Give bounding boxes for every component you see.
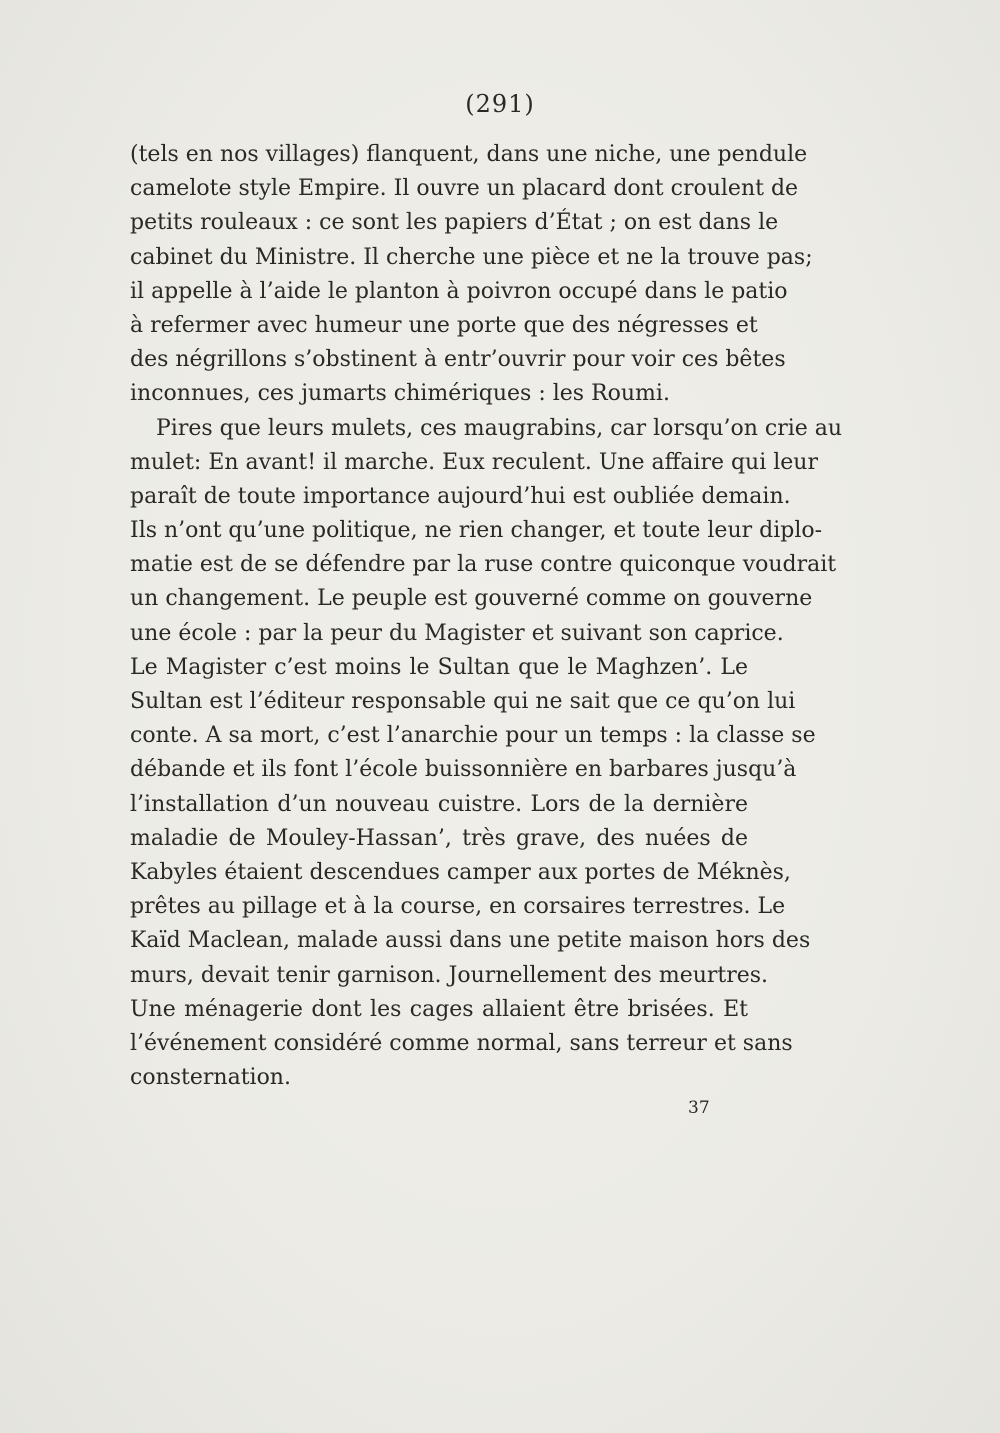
text-line: mulet: En avant! il marche. Eux reculent. Une affaire qui leur (130, 449, 818, 475)
text-line: Le Magister c’est moins le Sultan que le Maghzen’. Le (130, 654, 748, 680)
text-line: maladie de Mouley-Hassan’, très grave, des nuées de (130, 825, 748, 851)
text-line: murs, devait tenir garnison. Journellement des meurtres. (130, 962, 769, 988)
text-line: Ils n’ont qu’une politique, ne rien changer, et toute leur diplo- (130, 518, 823, 544)
text-line: Kabyles étaient descendues camper aux portes de Méknès, (130, 859, 791, 885)
text-line: (tels en nos villages) flanquent, dans une niche, une pendule (130, 142, 808, 167)
text-line: consternation. (130, 1065, 291, 1091)
text-line: Pires que leurs mulets, ces maugrabins, car lorsqu’on crie au (156, 415, 843, 441)
text-line: une école : par la peur du Magister et suivant son caprice. (130, 620, 784, 646)
text-line: prêtes au pillage et à la course, en corsaires terrestres. Le (130, 894, 786, 920)
text-line: à refermer avec humeur une porte que des négresses et (130, 312, 758, 338)
signature-mark: 37 (688, 1098, 710, 1118)
text-line: l’événement considéré comme normal, sans terreur et sans (130, 1030, 793, 1056)
text-line: il appelle à l’aide le planton à poivron occupé dans le patio (130, 278, 788, 304)
text-line: un changement. Le peuple est gouverné comme on gouverne (130, 586, 813, 612)
text-line: Sultan est l’éditeur responsable qui ne sait que ce qu’on lui (130, 689, 796, 714)
page-number: (291) (465, 90, 535, 118)
text-line: petits rouleaux : ce sont les papiers d’État ; on est dans le (130, 210, 779, 236)
text-line: débande et ils font l’école buissonnière en barbares jusqu’à (130, 757, 797, 783)
text-line: inconnues, ces jumarts chimériques : les Roumi. (130, 381, 670, 407)
text-line: camelote style Empire. Il ouvre un placard dont croulent de (130, 176, 799, 202)
text-line: l’installation d’un nouveau cuistre. Lors de la dernière (130, 791, 748, 817)
text-line: Une ménagerie dont les cages allaient être brisées. Et (130, 996, 748, 1022)
text-line: Kaïd Maclean, malade aussi dans une petite maison hors des (130, 928, 811, 954)
text-line: des négrillons s’obstinent à entr’ouvrir pour voir ces bêtes (130, 347, 786, 373)
text-line: paraît de toute importance aujourd’hui est oubliée demain. (130, 483, 791, 509)
text-line: cabinet du Ministre. Il cherche une pièce et ne la trouve pas; (130, 244, 813, 270)
body-text (130, 138, 843, 1095)
text-line: matie est de se défendre par la ruse contre quiconque voudrait (130, 552, 837, 578)
text-line: conte. A sa mort, c’est l’anarchie pour un temps : la classe se (130, 723, 816, 749)
